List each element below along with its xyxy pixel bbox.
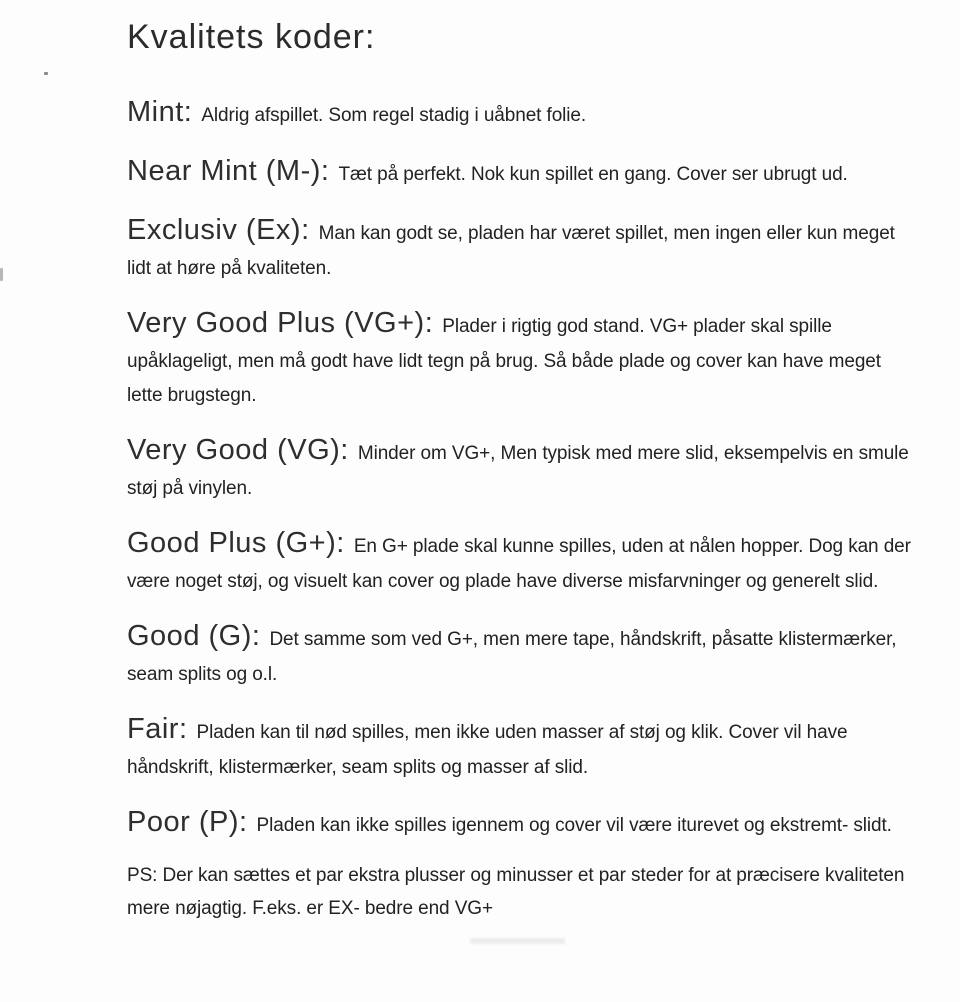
grade-term-very-good-plus: Very Good Plus (VG+): [127, 307, 434, 339]
grade-term-exclusiv: Exclusiv (Ex): [127, 214, 310, 246]
grade-description-very-good: Minder om VG+, Men typisk med mere slid, eksempelvis en smule støj på vinylen. [127, 443, 909, 499]
grade-description-near-mint: Tæt på perfekt. Nok kun spillet en gang. Cover ser ubrugt ud. [338, 164, 848, 185]
grade-description-very-good-plus: Plader i rigtig god stand. VG+ plader skal spille upåklageligt, men må godt have lidt tegn på brug. Så både plade og cover kan have meget lette brugstegn. [127, 316, 881, 406]
grade-description-good-plus: En G+ plade skal kunne spilles, uden at nålen hopper. Dog kan der være noget støj, og visuelt kan cover og plade have diverse misfarvninger og generelt slid. [127, 536, 911, 592]
grade-description-poor: Pladen kan ikke spilles igennem og cover vil være iturevet og ekstremt- slidt. [256, 815, 892, 836]
grade-entry-near-mint [127, 149, 911, 193]
scan-artifact-smudge [470, 938, 565, 944]
grade-term-very-good: Very Good (VG): [127, 434, 349, 466]
grade-term-good-plus: Good Plus (G+): [127, 527, 345, 559]
grade-entry-poor [127, 800, 911, 844]
scan-artifact-edge-mark [0, 268, 3, 281]
grade-entry-fair [127, 707, 911, 785]
scan-artifact-speck [44, 72, 48, 75]
grade-description-fair: Pladen kan til nød spilles, men ikke uden masser af støj og klik. Cover vil have håndskrift, klistermærker, seam splits og masser af slid. [127, 722, 848, 778]
grade-term-good: Good (G): [127, 620, 261, 652]
grade-term-fair: Fair: [127, 713, 188, 745]
grade-entry-very-good-plus [127, 301, 911, 413]
grade-description-exclusiv: Man kan godt se, pladen har været spillet, men ingen eller kun meget lidt at høre på kvaliteten. [127, 223, 895, 279]
grade-description-good: Det samme som ved G+, men mere tape, håndskrift, påsatte klistermærker, seam splits og o.l. [127, 629, 897, 685]
document-content [127, 12, 911, 925]
grade-entry-very-good [127, 428, 911, 506]
grade-entry-exclusiv [127, 208, 911, 286]
grade-term-mint: Mint: [127, 96, 193, 128]
grade-description-mint: Aldrig afspillet. Som regel stadig i uåbnet folie. [201, 105, 587, 126]
grade-entry-mint [127, 90, 911, 134]
footnote-ps: PS: Der kan sættes et par ekstra plusser og minusser et par steder for at præcisere kvaliteten mere nøjagtig. F.eks. er EX- bedre end VG+ [127, 865, 905, 919]
grade-entry-good [127, 614, 911, 692]
grade-term-near-mint: Near Mint (M-): [127, 155, 330, 187]
grade-term-poor: Poor (P): [127, 806, 248, 838]
grade-entry-good-plus [127, 521, 911, 599]
page-title: Kvalitets koder: [127, 18, 376, 56]
